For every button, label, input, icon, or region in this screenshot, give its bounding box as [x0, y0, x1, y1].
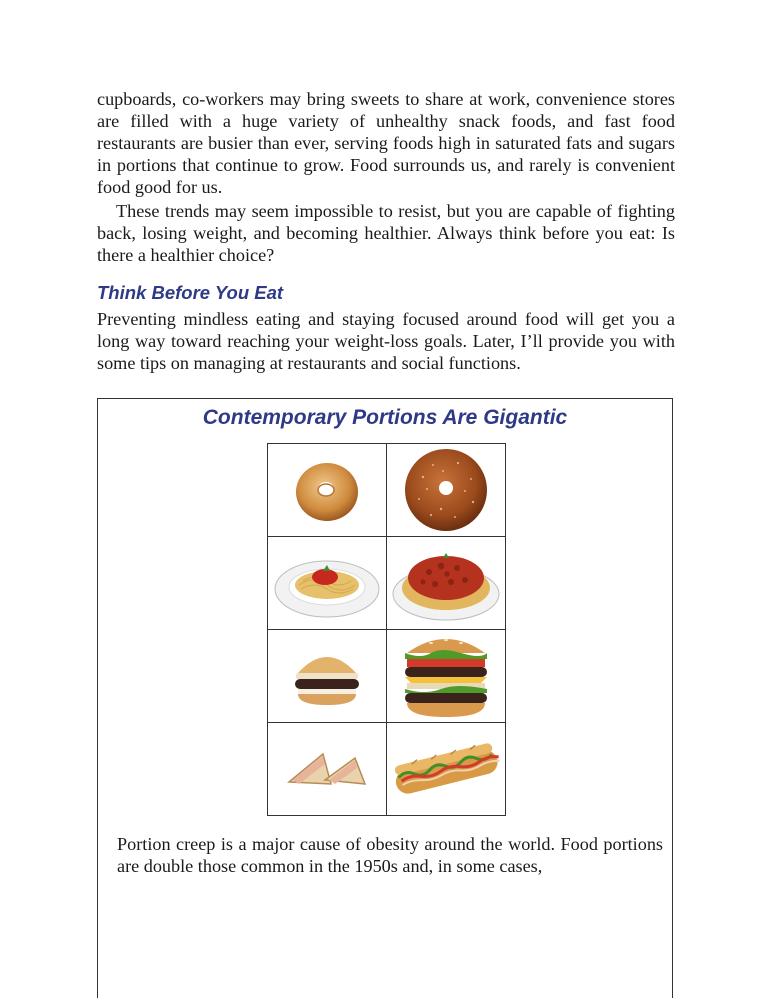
- cell-bagel-large: [387, 444, 506, 537]
- cell-bagel-small: [268, 444, 387, 537]
- cell-spaghetti-small: [268, 537, 387, 630]
- sandwich-small-image: [285, 744, 369, 794]
- cell-spaghetti-large: [387, 537, 506, 630]
- portion-figure-box: [97, 398, 673, 998]
- bagel-large-image: [403, 447, 489, 533]
- cell-sandwich-large: [387, 723, 506, 816]
- figure-title: Contemporary Portions Are Gigantic: [202, 406, 568, 429]
- portion-comparison-grid: [267, 443, 506, 816]
- burger-large-image: [401, 633, 491, 719]
- sandwich-large-image: [390, 738, 502, 800]
- cell-burger-small: [268, 630, 387, 723]
- spaghetti-large-image: [391, 542, 501, 624]
- page-body: [97, 88, 675, 374]
- paragraph-3: Preventing mindless eating and staying focused around food will get you a long way toward reaching your weight-loss goals. Later, I’ll provide you with some tips on managing at restaurants and social functions.: [97, 309, 675, 373]
- section-heading: Think Before You Eat: [97, 282, 284, 303]
- cell-burger-large: [387, 630, 506, 723]
- paragraph-2: These trends may seem impossible to resist, but you are capable of fighting back, losing weight, and becoming healthier. Always think before you eat: Is there a healthier choice?: [97, 201, 675, 265]
- paragraph-1: cupboards, co-workers may bring sweets to share at work, convenience stores are filled with a huge variety of unhealthy snack foods, and fast food restaurants are busier than ever, serving foods high in saturated fats and sugars in portions that continue to grow. Food surrounds us, and rarely is convenient food good for us.: [97, 89, 675, 197]
- figure-caption: Portion creep is a major cause of obesity around the world. Food portions are double those common in the 1950s and, in some cases,: [117, 834, 663, 876]
- bagel-small-image: [292, 455, 362, 525]
- burger-small-image: [292, 643, 362, 709]
- spaghetti-small-image: [273, 543, 381, 623]
- figure-caption-block: [117, 833, 663, 877]
- cell-sandwich-small: [268, 723, 387, 816]
